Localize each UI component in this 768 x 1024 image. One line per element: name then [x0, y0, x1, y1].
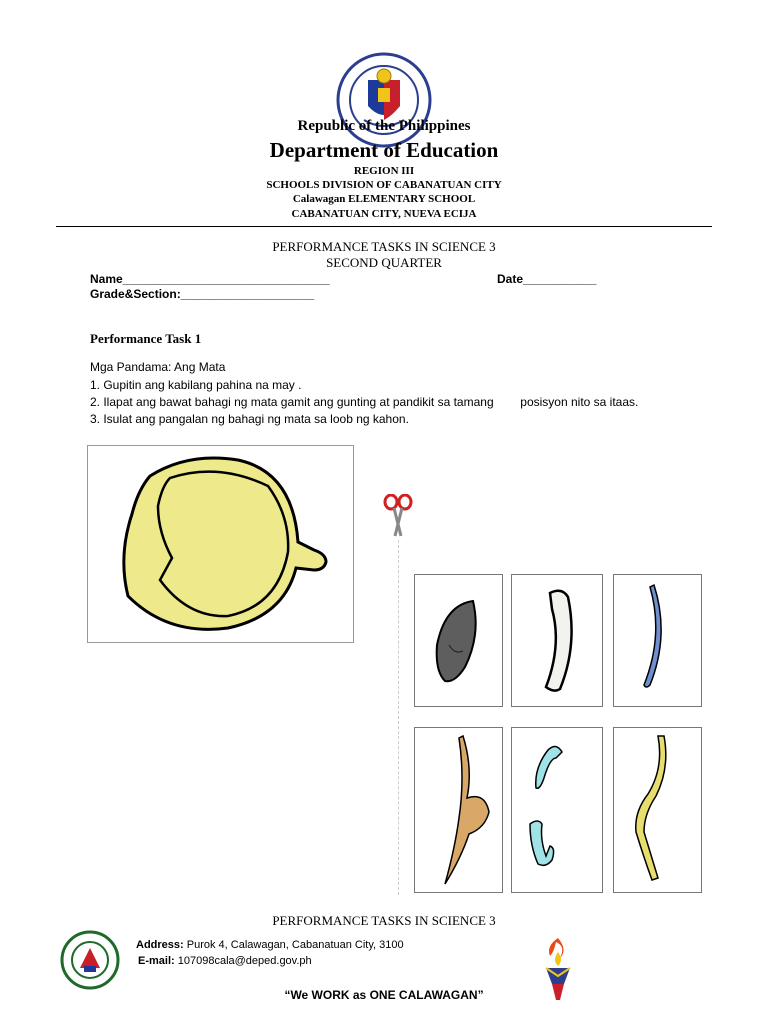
lens-piece	[415, 575, 502, 706]
eyeball-drawing	[88, 446, 353, 642]
address-label: Address:	[136, 939, 184, 951]
piece-lens-box	[414, 574, 503, 707]
iris-pieces	[512, 728, 602, 892]
header-division: SCHOOLS DIVISION OF CABANATUAN CITY	[266, 179, 502, 191]
header-school: Calawagan ELEMENTARY SCHOOL	[292, 193, 476, 205]
piece-retina-box	[613, 574, 702, 707]
piece-cornea-box	[511, 574, 603, 707]
footer-title: PERFORMANCE TASKS IN SCIENCE 3	[272, 913, 496, 928]
email-value: 107098cala@deped.gov.ph	[174, 955, 312, 967]
piece-nerve-box	[613, 727, 702, 893]
nerve-piece	[614, 728, 701, 892]
scissors-icon	[383, 494, 413, 538]
grade-section-field: Grade&Section:____________________	[90, 287, 315, 301]
footer-email	[138, 955, 312, 967]
name-field: Name_______________________________	[90, 272, 330, 286]
header-department: Department of Education	[269, 138, 499, 162]
address-value: Purok 4, Calawagan, Cabanatuan City, 3100	[183, 939, 404, 951]
worksheet-quarter: SECOND QUARTER	[326, 255, 442, 270]
piece-iris-box	[511, 727, 603, 893]
cut-line	[398, 540, 399, 895]
cornea-piece	[512, 575, 602, 706]
task-step-2: 2. Ilapat ang bawat bahagi ng mata gamit ang gunting at pandikit sa tamang posisyon nito sa itaas.	[90, 395, 639, 409]
footer-address	[136, 939, 404, 951]
task-subtitle: Mga Pandama: Ang Mata	[90, 360, 226, 374]
school-seal-icon	[60, 930, 120, 990]
worksheet-title: PERFORMANCE TASKS IN SCIENCE 3	[272, 239, 496, 254]
task-step-3: 3. Isulat ang pangalan ng bahagi ng mata sa loob ng kahon.	[90, 412, 409, 426]
header-divider	[56, 226, 712, 227]
footer-motto: “We WORK as ONE CALAWAGAN”	[284, 988, 484, 1002]
retina-piece	[614, 575, 701, 706]
eye-outline-box	[87, 445, 354, 643]
piece-muscle-box	[414, 727, 503, 893]
header-city: CABANATUAN CITY, NUEVA ECIJA	[291, 208, 477, 220]
deped-seal-icon	[334, 50, 434, 150]
task-step-1: 1. Gupitin ang kabilang pahina na may .	[90, 378, 302, 392]
date-field: Date___________	[497, 272, 597, 286]
header-region: REGION III	[353, 165, 415, 177]
muscle-piece	[415, 728, 502, 892]
header-republic: Republic of the Philippines	[297, 118, 471, 134]
email-label: E-mail:	[138, 955, 175, 967]
task-heading: Performance Task 1	[90, 331, 202, 346]
